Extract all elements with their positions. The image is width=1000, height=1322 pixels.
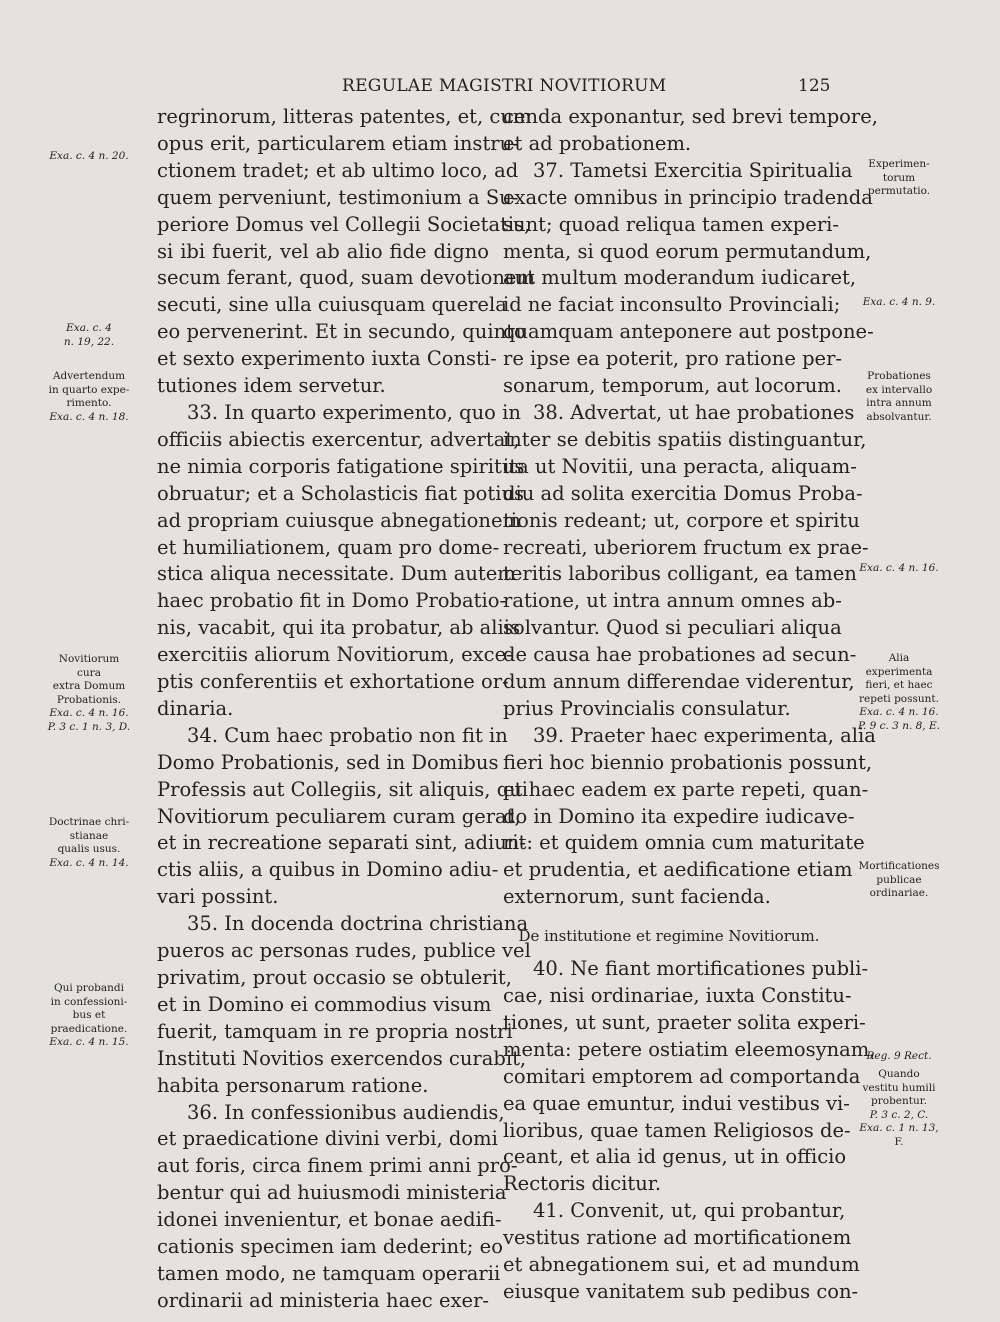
margin-reference: Exa. c. 4 n. 18. xyxy=(49,410,129,423)
margin-note-line: rimento. xyxy=(66,397,112,409)
margin-reference: P. 9 c. 3 n. 8, E. xyxy=(857,719,940,732)
margin-note xyxy=(30,322,148,349)
text-line: habita personarum ratione. xyxy=(157,1073,429,1097)
margin-reference: Exa. c. 4 n. 14. xyxy=(49,856,129,869)
margin-note-line: torum xyxy=(882,171,916,184)
text-line: sunt; quoad reliqua tamen experi- xyxy=(503,212,839,236)
margin-note xyxy=(840,652,958,733)
margin-note xyxy=(840,1050,958,1064)
margin-reference: Exa. c. 4 n. 16. xyxy=(859,706,939,718)
margin-note-line: fieri, et haec xyxy=(865,679,933,691)
margin-reference: P. 3 c. 2, C. xyxy=(869,1108,929,1121)
margin-reference: Exa. c. 4 n. 15. xyxy=(49,1036,129,1048)
margin-note xyxy=(840,1068,958,1149)
text-line: secum ferant, quod, suam devotionem xyxy=(157,266,535,290)
text-line: prius Provincialis consulatur. xyxy=(503,696,791,720)
text-line: idonei invenientur, et bonae aedifi- xyxy=(157,1208,502,1232)
text-line: et ad probationem. xyxy=(503,131,692,155)
text-line: ctionem tradet; et ab ultimo loco, ad xyxy=(157,158,519,182)
text-line: pueros ac personas rudes, publice vel xyxy=(157,939,531,963)
margin-note-line: F. xyxy=(894,1135,904,1148)
margin-note-line: cura xyxy=(77,666,101,679)
margin-note-line: experimenta xyxy=(865,665,933,678)
text-line: dinaria. xyxy=(157,696,234,720)
text-line: 33. In quarto experimento, quo in xyxy=(187,400,521,424)
margin-reference: Exa. c. 4 n. 16. xyxy=(49,707,129,719)
text-line: et praedicatione divini verbi, domi xyxy=(157,1127,498,1151)
left-text-column xyxy=(157,104,535,1315)
text-line: ctis aliis, a quibus in Domino adiu- xyxy=(157,858,499,882)
margin-note-line: praedicatione. xyxy=(50,1022,128,1035)
margin-reference: Exa. c. 1 n. 13, xyxy=(859,1122,939,1134)
text-line: recreati, uberiorem fructum ex prae- xyxy=(503,535,869,559)
text-line: et in recreatione separati sint, adiun- xyxy=(157,831,526,855)
text-line: et haec eadem ex parte repeti, quan- xyxy=(503,777,869,801)
text-line: inter se debitis spatiis distinguantur, xyxy=(503,427,867,451)
margin-note-line: in confessioni- xyxy=(50,995,128,1008)
text-line: Rectoris dicitur. xyxy=(503,1172,662,1196)
margin-reference: Exa. c. 4 n. 20. xyxy=(49,150,129,162)
text-line: menta: petere ostiatim eleemosynam, xyxy=(503,1037,876,1061)
text-line: vari possint. xyxy=(157,885,279,909)
margin-note-line: repeti possunt. xyxy=(859,692,939,705)
text-line: aut multum moderandum iudicaret, xyxy=(503,266,857,290)
margin-note-line: Quando xyxy=(878,1068,920,1080)
running-header: REGULAE MAGISTRI NOVITIORUM xyxy=(342,76,667,96)
text-line: ne nimia corporis fatigatione spiritus xyxy=(157,454,525,478)
text-line: Novitiorum peculiarem curam gerat, xyxy=(157,804,521,828)
section-heading: De institutione et regimine Novitiorum. xyxy=(518,927,820,946)
margin-reference: P. 3 c. 1 n. 3, D. xyxy=(47,720,131,733)
margin-note-line: Alia xyxy=(888,652,910,664)
text-line: eo pervenerint. Et in secundo, quinto xyxy=(157,320,526,344)
margin-note-line: Novitiorum xyxy=(58,653,120,665)
margin-reference: Reg. 9 Rect. xyxy=(866,1050,932,1062)
text-line: ceant, et alia id genus, ut in officio xyxy=(503,1145,847,1169)
margin-note-line: ordinariae. xyxy=(869,887,929,899)
text-line: ita ut Novitii, una peracta, aliquam- xyxy=(503,454,857,478)
text-line: et abnegationem sui, et ad mundum xyxy=(503,1253,860,1277)
text-line: quamquam anteponere aut postpone- xyxy=(503,320,874,344)
text-line: periore Domus vel Collegii Societatis, xyxy=(157,212,531,236)
text-line: tutiones idem servetur. xyxy=(157,374,386,398)
page-number: 125 xyxy=(798,76,831,96)
margin-note xyxy=(30,816,148,870)
margin-note xyxy=(840,296,958,310)
text-line: Professis aut Collegiis, sit aliquis, qui xyxy=(157,777,528,801)
right-text-column xyxy=(503,104,878,1306)
margin-note-line: Advertendum xyxy=(52,370,126,382)
text-line: privatim, prout occasio se obtulerit, xyxy=(157,966,512,989)
text-line: obruatur; et a Scholasticis fiat potius xyxy=(157,481,525,505)
text-line: rit: et quidem omnia cum maturitate xyxy=(503,831,865,855)
margin-note xyxy=(840,370,958,424)
text-line: menta, si quod eorum permutandum, xyxy=(503,239,872,263)
text-line: stica aliqua necessitate. Dum autem xyxy=(157,562,516,586)
margin-note xyxy=(30,150,148,164)
text-line: comitari emptorem ad comportanda xyxy=(503,1064,861,1088)
text-line: et prudentia, et aedificatione etiam xyxy=(503,858,853,882)
margin-note-line: extra Domum xyxy=(52,680,126,692)
margin-note-line: Qui probandi xyxy=(54,982,124,994)
margin-note-line: Probationis. xyxy=(56,693,122,706)
text-line: quem perveniunt, testimonium a Su- xyxy=(157,185,519,209)
margin-note-line: Mortificationes xyxy=(858,860,940,872)
margin-note-line: stianae xyxy=(69,829,109,842)
margin-note-line: Experimen- xyxy=(868,158,930,170)
text-line: 36. In confessionibus audiendis, xyxy=(187,1100,505,1124)
text-line: 37. Tametsi Exercitia Spiritualia xyxy=(533,158,853,182)
margin-note-line: ex intervallo xyxy=(865,383,933,396)
text-line: si ibi fuerit, vel ab alio fide digno xyxy=(157,239,489,263)
margin-note-line: permutatio. xyxy=(867,185,931,197)
text-line: fieri hoc biennio probationis possunt, xyxy=(503,750,873,774)
text-line: Domo Probationis, sed in Domibus xyxy=(157,750,499,774)
text-line: do in Domino ita expedire iudicave- xyxy=(503,804,855,828)
text-line: exercitiis aliorum Novitiorum, exce- xyxy=(157,643,513,667)
text-line: fuerit, tamquam in re propria nostri xyxy=(157,1019,513,1043)
text-line: tionis redeant; ut, corpore et spiritu xyxy=(503,508,860,532)
margin-reference: Exa. c. 4 xyxy=(66,322,112,334)
text-line: tamen modo, ne tamquam operarii xyxy=(157,1261,501,1285)
margin-note-line: probentur. xyxy=(871,1095,927,1107)
text-line: ea quae emuntur, indui vestibus vi- xyxy=(503,1091,850,1115)
text-line: teritis laboribus colligant, ea tamen xyxy=(503,562,857,586)
text-line: eiusque vanitatem sub pedibus con- xyxy=(503,1279,859,1303)
text-line: et sexto experimento iuxta Consti- xyxy=(157,347,497,371)
margin-note xyxy=(30,982,148,1050)
text-line: ad propriam cuiusque abnegationem xyxy=(157,508,521,532)
text-line: solvantur. Quod si peculiari aliqua xyxy=(503,616,842,640)
margin-note xyxy=(840,158,958,199)
margin-note-line: absolvantur. xyxy=(866,410,932,423)
text-line: 41. Convenit, ut, qui probantur, xyxy=(533,1199,846,1223)
text-line: cae, nisi ordinariae, iuxta Constitu- xyxy=(503,984,852,1007)
text-line: 39. Praeter haec experimenta, alia xyxy=(533,723,876,747)
text-line: dum annum differendae viderentur, xyxy=(503,670,855,694)
text-line: haec probatio fit in Domo Probatio- xyxy=(157,589,507,613)
text-line: 34. Cum haec probatio non fit in xyxy=(187,723,508,747)
text-line: lioribus, quae tamen Religiosos de- xyxy=(503,1118,851,1142)
text-line: secuti, sine ulla cuiusquam querela xyxy=(157,293,507,317)
margin-note xyxy=(840,562,958,576)
text-line: nis, vacabit, qui ita probatur, ab aliis xyxy=(157,616,520,640)
text-line: ptis conferentiis et exhortatione or- xyxy=(157,670,509,694)
text-line: officiis abiectis exercentur, advertat, xyxy=(157,427,520,451)
margin-note xyxy=(30,653,148,734)
text-line: Instituti Novitios exercendos curabit, xyxy=(157,1046,527,1070)
margin-reference: Exa. c. 4 n. 16. xyxy=(859,562,939,574)
text-line: 40. Ne fiant mortificationes publi- xyxy=(533,957,869,981)
text-line: regrinorum, litteras patentes, et, cum xyxy=(157,105,532,128)
margin-note-line: qualis usus. xyxy=(57,843,121,855)
text-line: cationis specimen iam dederint; eo xyxy=(157,1235,503,1259)
text-line: exacte omnibus in principio tradenda xyxy=(503,185,873,209)
margin-note-line: vestitu humili xyxy=(862,1081,936,1094)
text-line: tiones, ut sunt, praeter solita experi- xyxy=(503,1010,866,1034)
text-line: cenda exponantur, sed brevi tempore, xyxy=(503,105,878,128)
text-line: et humiliationem, quam pro dome- xyxy=(157,535,500,559)
text-line: bentur qui ad huiusmodi ministeria xyxy=(157,1181,507,1205)
text-line: 35. In docenda doctrina christiana xyxy=(187,912,529,936)
text-line: vestitus ratione ad mortificationem xyxy=(503,1226,852,1250)
text-line: ratione, ut intra annum omnes ab- xyxy=(503,589,842,613)
margin-note xyxy=(30,370,148,424)
margin-reference: n. 19, 22. xyxy=(63,335,115,348)
text-line: et in Domino ei commodius visum xyxy=(157,992,492,1016)
margin-note-line: bus et xyxy=(72,1009,106,1021)
text-line: sonarum, temporum, aut locorum. xyxy=(503,374,842,398)
text-line: aut foris, circa finem primi anni pro- xyxy=(157,1154,518,1178)
text-line: diu ad solita exercitia Domus Proba- xyxy=(503,481,863,505)
text-line: re ipse ea poterit, pro ratione per- xyxy=(503,347,843,371)
margin-reference: Exa. c. 4 n. 9. xyxy=(862,296,936,308)
margin-note-line: Doctrinae chri- xyxy=(48,816,130,828)
text-line: de causa hae probationes ad secun- xyxy=(503,643,857,667)
margin-note-line: in quarto expe- xyxy=(48,383,130,396)
margin-note-line: intra annum xyxy=(866,397,932,409)
text-line: 38. Advertat, ut hae probationes xyxy=(533,400,855,424)
text-line: ordinarii ad ministeria haec exer- xyxy=(157,1288,489,1312)
margin-note-line: publicae xyxy=(876,873,922,886)
text-line: opus erit, particularem etiam instru- xyxy=(157,131,519,155)
margin-note-line: Probationes xyxy=(867,370,931,382)
margin-note xyxy=(840,860,958,901)
text-line: externorum, sunt facienda. xyxy=(503,885,771,909)
text-line: id ne faciat inconsulto Provinciali; xyxy=(503,293,841,317)
